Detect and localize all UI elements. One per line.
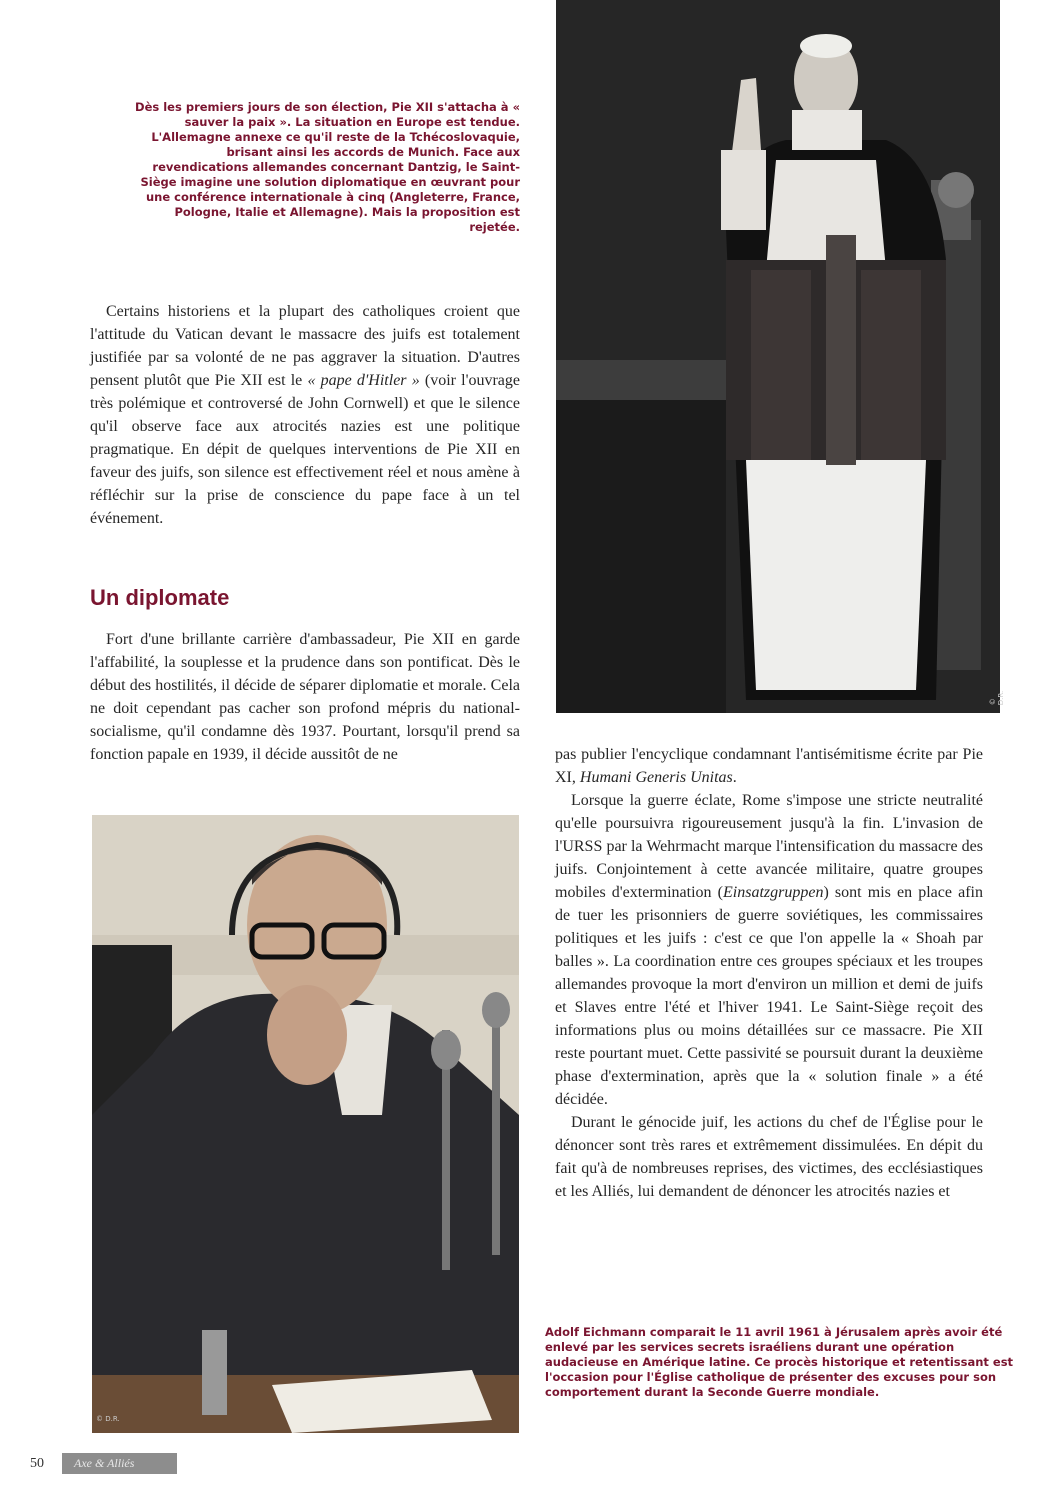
photo-eichmann-image bbox=[92, 815, 519, 1433]
section-heading: Un diplomate bbox=[90, 585, 230, 610]
body-left-column bbox=[90, 628, 520, 766]
paragraph: pas publier l'encyclique condamnant l'antisémitisme écrite par Pie XI, Humani Generis Unitas. bbox=[555, 746, 983, 786]
running-footer: Axe & Alliés bbox=[62, 1453, 177, 1474]
photo-credit: © D.R. bbox=[989, 690, 1006, 706]
page-number: 50 bbox=[30, 1456, 44, 1471]
paragraph: Fort d'une brillante carrière d'ambassadeur, Pie XII en garde l'affabilité, la souplesse et la prudence dans son pontificat. Dès le début des hostilités, il décide de séparer diplomatie et morale. Cela ne doit cependant pas cacher son profond mépris du national-socialisme, qu'il condamne dès 1937. Pourtant, lorsqu'il prend sa fonction papale en 1939, il décide aussitôt de ne bbox=[90, 631, 520, 763]
photo-pope bbox=[556, 0, 1006, 713]
photo-pope-image bbox=[556, 0, 1000, 713]
caption-eichmann: Adolf Eichmann comparait le 11 avril 1961 à Jérusalem après avoir été enlevé par les services secrets israéliens durant une opération audacieuse en Amérique latine. Ce procès historique et retentissant est l'occasion pour l'Église catholique de présenter des excuses pour son comportement durant la Seconde Guerre mondiale. bbox=[545, 1325, 1014, 1399]
paragraph: Lorsque la guerre éclate, Rome s'impose une stricte neutralité qu'elle poursuivra rigoureusement jusqu'à la fin. L'invasion de l'URSS par la Wehrmacht marque l'intensification du massacre des juifs. Conjointement à cette avancée militaire, quatre groupes mobiles d'extermination (Einsatzgruppen) sont mis en place afin de tuer les prisonniers de guerre soviétiques, les commissaires politiques et les juifs : c'est ce que l'on appelle la « Shoah par balles ». La coordination entre ces groupes spéciaux et les troupes allemandes provoque la mort d'environ un million et demi de juifs et Slaves entre l'été et l'hiver 1941. Le Saint-Siège reçoit des informations plus ou moins détaillées sur ce massacre. Pie XII reste pourtant muet. Cette passivité se poursuit durant la deuxième phase d'extermination, après que la « solution finale » a été décidée. bbox=[555, 792, 984, 1108]
caption-pope: Dès les premiers jours de son élection, Pie XII s'attacha à « sauver la paix ». La situation en Europe est tendue. L'Allemagne annexe ce qu'il reste de la Tchécoslovaquie, brisant ainsi les accords de Munich. Face aux revendications allemandes concernant Dantzig, le Saint-Siège imagine une solution diplomatique en œuvrant pour une conférence internationale à cinq (Angleterre, France, Pologne, Italie et Allemagne). Mais la proposition est rejetée. bbox=[135, 100, 520, 234]
body-right-column bbox=[555, 743, 983, 1203]
photo-eichmann bbox=[92, 815, 519, 1433]
intro-quote: « pape d'Hitler » bbox=[307, 372, 420, 389]
intro-paragraph: Certains historiens et la plupart des catholiques croient que l'attitude du Vatican devant le massacre des juifs est totalement justifiée par sa volonté de ne pas aggraver la situation. D'autres pensent plutôt que Pie XII est le « pape d'Hitler » (voir l'ouvrage très polémique et controversé de John Cornwell) et que le silence qu'il observe face aux atrocités nazies est une politique pragmatique. En dépit de quelques interventions de Pie XII en faveur des juifs, son silence est effectivement réel et nous amène à réfléchir sur la prise de conscience du pape face à un tel événement. bbox=[90, 303, 520, 527]
paragraph: Durant le génocide juif, les actions du chef de l'Église pour le dénoncer sont très rares et extrêmement dissimulées. En dépit du fait qu'à de nombreuses reprises, des victimes, des ecclésiastiques et les Alliés, lui demandent de dénoncer les atrocités nazies et bbox=[555, 1114, 983, 1200]
photo-credit: © D.R. bbox=[96, 1415, 120, 1423]
